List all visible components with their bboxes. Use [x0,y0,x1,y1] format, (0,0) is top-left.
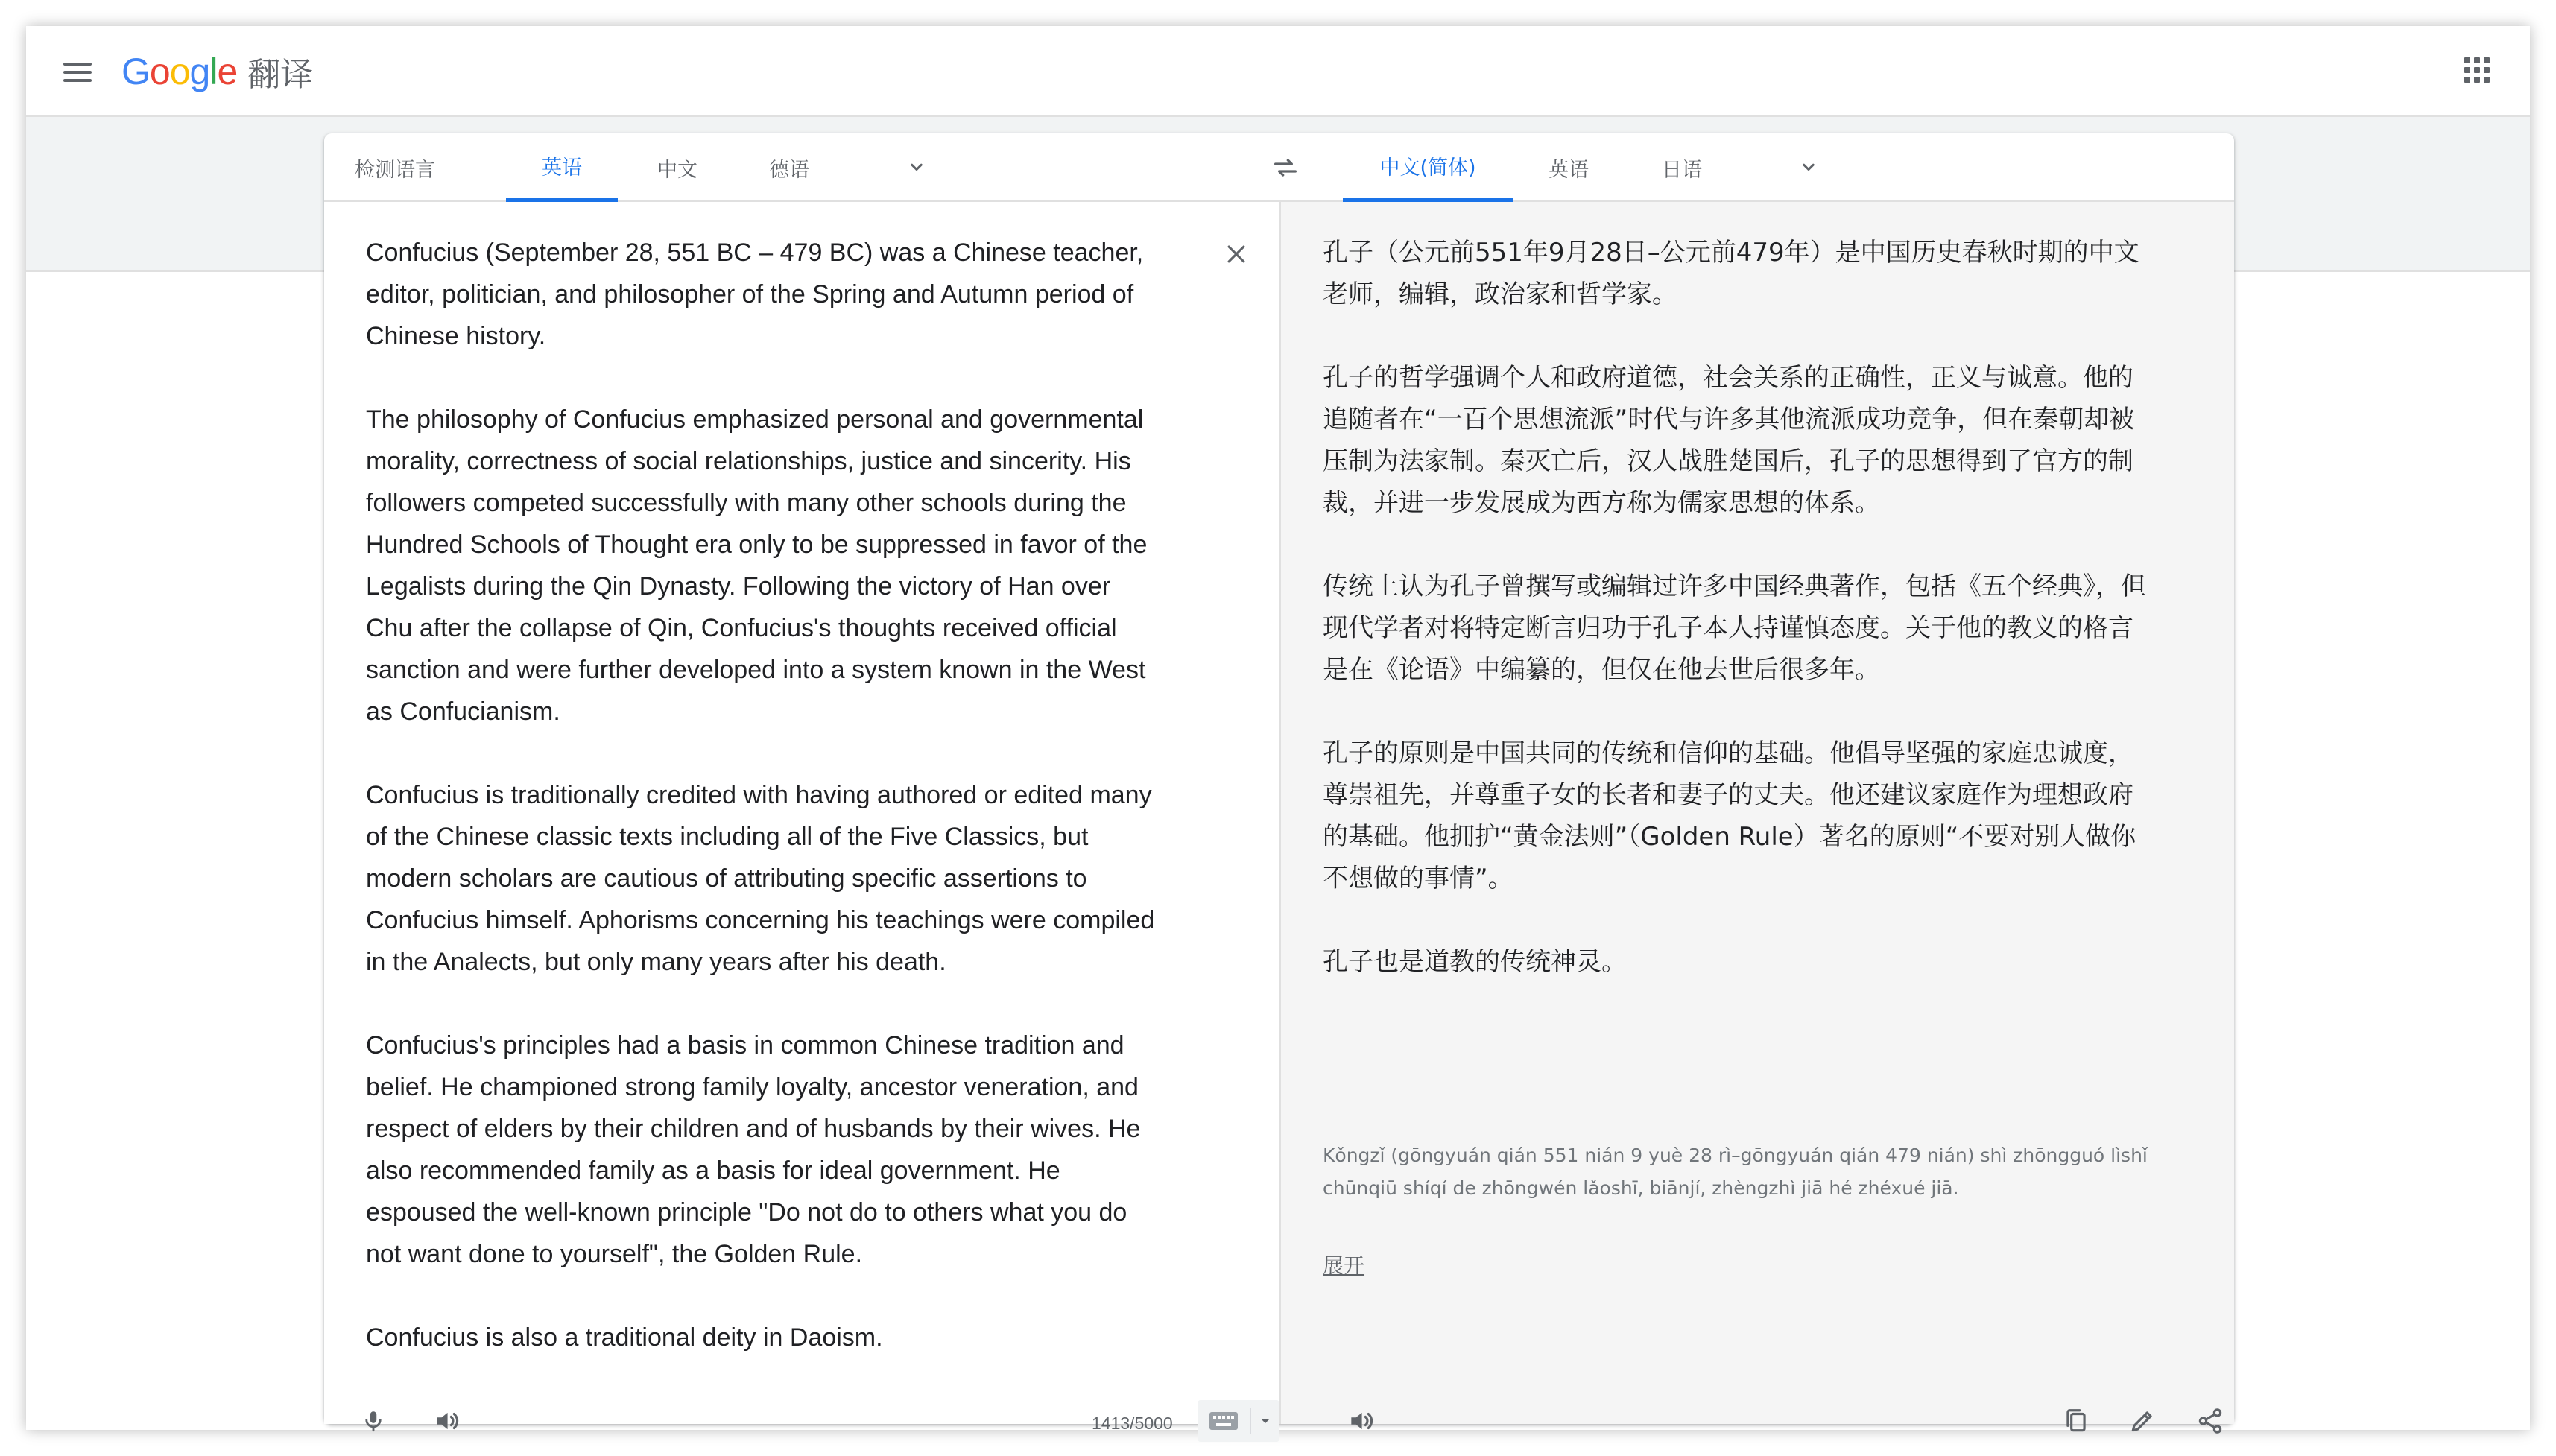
logo-letter: G [121,51,150,92]
source-text-input[interactable] [366,232,1156,1352]
source-paragraph: Confucius's principles had a basis in common Chinese tradition and belief. He championed strong family loyalty, ancestor veneration, and respect of elders by their children and of husbands by their wives. He also recommended family as a basis for ideal government. He espoused the well-known principle "Do not do to others what you do not want done to yourself", the Golden Rule. [366,1031,1141,1268]
character-count: 1413/5000 [1092,1414,1173,1433]
tab-source-english[interactable]: 英语 [506,133,618,202]
google-translate-logo[interactable] [121,45,313,98]
microphone-icon[interactable] [352,1400,394,1442]
keyboard-input-button[interactable] [1198,1400,1279,1442]
source-paragraph: Confucius (September 28, 551 BC – 479 BC) was a Chinese teacher, editor, politician, and philosopher of the Spring and Autumn period of Chinese history. [366,238,1144,350]
product-name: 翻译 [247,56,314,94]
source-more-languages-chevron-down-icon[interactable] [894,133,939,202]
logo-letter: o [169,51,190,92]
logo-letter: o [149,51,170,92]
swap-languages-icon[interactable] [1263,145,1308,190]
tab-source-chinese[interactable]: 中文 [657,158,697,182]
language-bar [324,133,2234,202]
tab-source-german[interactable]: 德语 [769,158,809,182]
hamburger-menu-icon[interactable] [63,56,96,89]
keyboard-options-chevron-down-icon[interactable] [1251,1417,1279,1425]
source-paragraph: Confucius is traditionally credited with having authored or edited many of the Chinese classic texts including all of the Five Classics, but modern scholars are cautious of attributing specific assertions to Confucius himself. Aphorisms concerning his teachings were compiled in the Analects, but only many years after his death. [366,781,1155,976]
source-paragraph: The philosophy of Confucius emphasized personal and governmental morality, correctness of social relationships, justice and sincerity. His followers competed successfully with many other schools during the Hundred Schools of Thought era only to be suppressed in favor of the Legalists during the Qin Dynasty. Following the victory of Han over Chu after the collapse of Qin, Confucius's thoughts received official sanction and were further developed into a system known in the West as Confucianism. [366,405,1148,726]
target-speaker-icon[interactable] [1340,1400,1382,1442]
transliteration-text: Kǒngzǐ (gōngyuán qián 551 nián 9 yuè 28 rì–gōngyuán qián 479 nián) shì zhōngguó lìshǐ chūnqiū shíqí de zhōngwén lǎoshī, biānjí, zhèngzhì jiā hé zhéxué jiā. [1323,1145,2148,1199]
tab-target-chinese-simplified[interactable]: 中文(简体) [1343,133,1513,202]
edit-pencil-icon[interactable] [2122,1400,2163,1442]
logo-letter: g [189,51,210,92]
clear-source-close-icon[interactable] [1218,236,1254,272]
tab-target-english[interactable]: 英语 [1549,158,1589,182]
source-paragraph: Confucius is also a traditional deity in Daoism. [366,1323,883,1352]
expand-link[interactable]: 展开 [1323,1253,1365,1278]
target-more-languages-chevron-down-icon[interactable] [1786,133,1831,202]
browser-window [26,26,2530,1433]
translation-output-pane [1279,202,2234,1424]
translation-output-text [1323,232,2157,1025]
target-paragraph: 孔子也是道教的传统神灵。 [1323,947,1627,977]
share-icon[interactable] [2189,1400,2231,1442]
target-paragraph: 传统上认为孔子曾撰写或编辑过许多中国经典著作，包括《五个经典》，但现代学者对将特定断言归功于孔子本人持谨慎态度。关于他的教义的格言是在《论语》中编纂的，但仅在他去世后很多年。 [1323,572,2146,685]
apps-grid-icon[interactable] [2464,57,2493,86]
target-paragraph: 孔子的原则是中国共同的传统和信仰的基础。他倡导坚强的家庭忠诚度，尊崇祖先，并尊重子女的长者和妻子的丈夫。他还建议家庭作为理想政府的基础。他拥护“黄金法则”（Golden Rule）著名的原则“不要对别人做你不想做的事情”。 [1323,738,2136,893]
keyboard-icon [1198,1411,1250,1431]
tab-target-japanese[interactable]: 日语 [1662,158,1702,182]
target-paragraph: 孔子的哲学强调个人和政府道德，社会关系的正确性，正义与诚意。他的追随者在“一百个思想流派”时代与许多其他流派成功竞争，但在秦朝却被压制为法家制。秦灭亡后，汉人战胜楚国后，孔子的思想得到了官方的制裁，并进一步发展成为西方称为儒家思想的体系。 [1323,363,2135,518]
tab-source-detect-language[interactable]: 检测语言 [355,158,435,182]
copy-icon[interactable] [2055,1400,2097,1442]
target-paragraph: 孔子（公元前551年9月28日–公元前479年）是中国历史春秋时期的中文老师，编辑，政治家和哲学家。 [1323,238,2139,309]
source-text-pane [324,202,1279,1424]
logo-letter: l [209,51,218,92]
source-speaker-icon[interactable] [426,1400,467,1442]
logo-letter: e [217,51,238,92]
translation-card [324,133,2234,1433]
top-app-bar [26,26,2530,117]
